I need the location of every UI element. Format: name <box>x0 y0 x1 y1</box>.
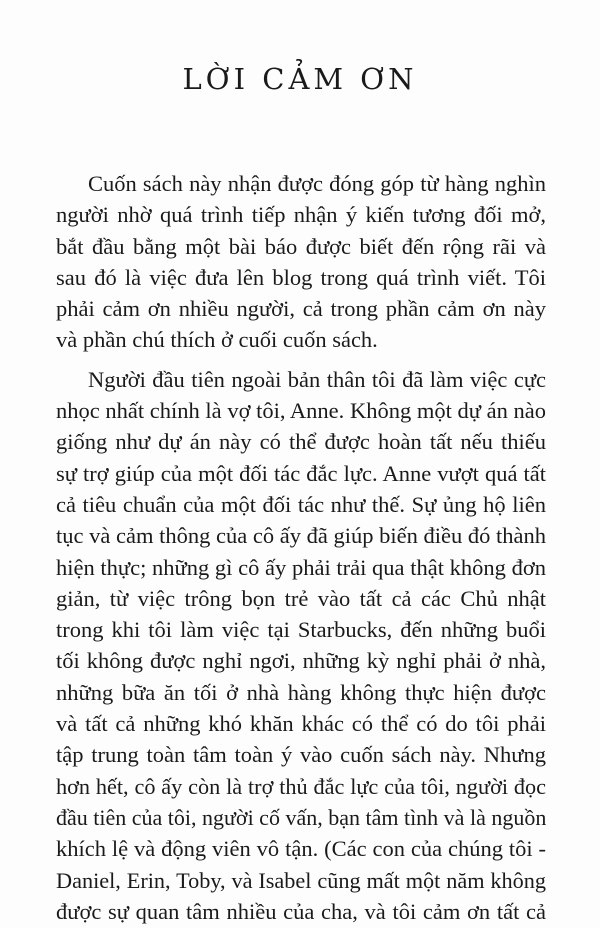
text-line: tập trung toàn tâm toàn ý vào cuốn sách này. Nhưng <box>56 742 546 768</box>
paragraph-1 <box>56 168 546 356</box>
text-line: đầu tiên của tôi, người cố vấn, bạn tâm tình và là nguồn <box>56 804 546 830</box>
text-line: tục và cảm thông của cô ấy đã giúp biến điều đó thành <box>56 523 546 549</box>
text-line: và phần chú thích ở cuối cuốn sách. <box>56 327 378 353</box>
text-line: giản, từ việc trông bọn trẻ vào tất cả các Chủ nhật <box>56 585 546 611</box>
text-line: bắt đầu bằng một bài báo được biết đến rộng rãi và <box>56 233 546 259</box>
text-line: và tất cả những khó khăn khác có thể có do tôi phải <box>56 711 546 737</box>
paragraph-2 <box>56 364 546 927</box>
text-line: những bữa ăn tối ở nhà hàng không thực hiện được <box>56 679 546 705</box>
text-line: được sự quan tâm nhiều của cha, và tôi cảm ơn tất cả <box>56 898 546 924</box>
text-line: Người đầu tiên ngoài bản thân tôi đã làm việc cực <box>88 366 546 392</box>
text-line: Cuốn sách này nhận được đóng góp từ hàng nghìn <box>88 171 546 196</box>
text-line: hiện thực; những gì cô ấy phải trải qua thật không đơn <box>56 554 546 580</box>
text-line: trong khi tôi làm việc tại Starbucks, đến những buổi <box>56 617 546 643</box>
text-line: tối không được nghỉ ngơi, những kỳ nghỉ phải ở nhà, <box>56 648 546 674</box>
text-line: Daniel, Erin, Toby, và Isabel cũng mất một năm không <box>56 867 546 893</box>
paragraph-spacer <box>56 356 546 364</box>
text-line: phải cảm ơn nhiều người, cả trong phần cảm ơn này <box>56 296 546 322</box>
body-text <box>56 168 546 927</box>
text-line: giống như dự án này có thể được hoàn tất nếu thiếu <box>56 429 546 455</box>
page-title: LỜI CẢM ƠN <box>182 62 418 96</box>
text-line: cả tiêu chuẩn của một đối tác như thế. Sự ủng hộ liên <box>56 491 546 517</box>
text-line: hơn hết, cô ấy còn là trợ thủ đắc lực của tôi, người đọc <box>56 773 546 799</box>
text-line: khích lệ và động viên vô tận. (Các con của chúng tôi - <box>56 836 546 862</box>
text-line: người nhờ quá trình tiếp nhận ý kiến tương đối mở, <box>56 202 546 228</box>
text-line: sự trợ giúp của một đối tác đắc lực. Anne vượt quá tất <box>56 460 546 486</box>
text-line: nhọc nhất chính là vợ tôi, Anne. Không một dự án nào <box>56 398 546 424</box>
text-line: sau đó là việc đưa lên blog trong quá trình viết. Tôi <box>56 264 546 290</box>
